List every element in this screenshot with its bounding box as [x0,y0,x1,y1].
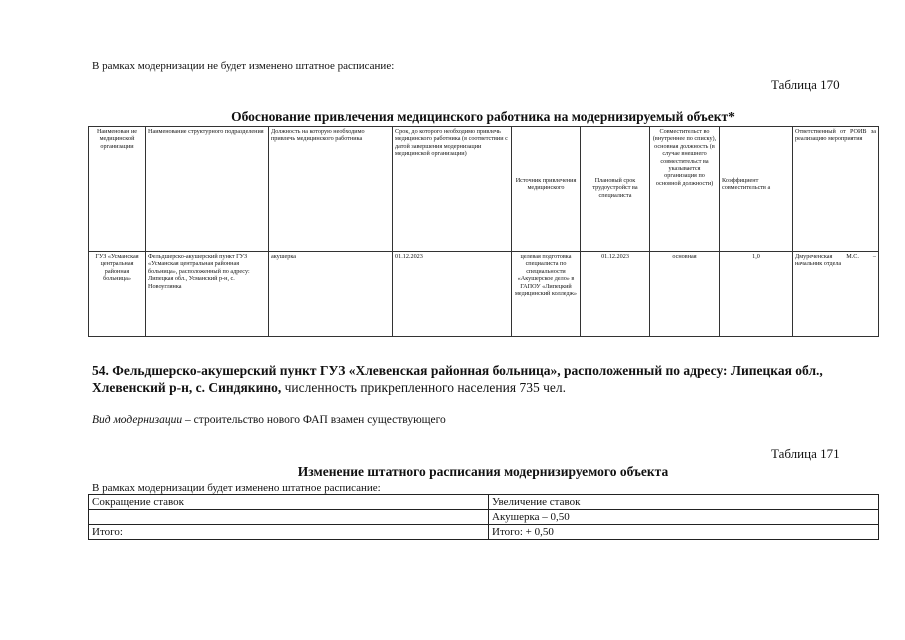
header-position: Должность на которую необходимо привлечь медицинского работника [269,127,393,252]
cell-total-increase: Итого: + 0,50 [489,525,879,540]
cell-source: целевая подготовка специалиста по специальности «Акушерское дело» в ГАПОУ «Липецкий медицинский колледж» [512,252,581,337]
table-row [89,510,879,525]
table-header-row [89,127,879,252]
header-responsible: Ответственный от РОИВ за реализацию мероприятия [793,127,879,252]
staffing-change-table [88,494,879,540]
modernization-label: Вид модернизации [92,414,183,426]
header-planned-date-cell [581,127,650,252]
header-coefficient-cell [720,127,793,252]
header-increase: Увеличение ставок [489,495,879,510]
header-org-name: Наименован ие медицинской организации [89,127,146,252]
header-deadline: Срок, до которого необходимо привлечь медицинского работника (в соответствии с датой завершения модернизации медицинской организации) [393,127,512,252]
table-header-row [89,495,879,510]
modernization-value: – строительство нового ФАП взамен существующего [182,414,446,426]
cell-unit-name: Фельдшерско-акушерский пункт ГУЗ «Усманская центральная районная больница», расположенный по адресу: Липецкая обл., Усманский р-н, с. Новоуглянка [146,252,269,337]
cell-increase-item: Акушерка – 0,50 [489,510,879,525]
section-54-heading [92,362,882,396]
table-171-title: Изменение штатного расписания модернизируемого объекта [297,464,669,479]
cell-position: акушерка [269,252,393,337]
header-planned-date: Плановый срок трудоустройст ва специалиста [592,177,638,199]
header-source: Источник привлечения медицинского [515,177,577,192]
header-source-cell [512,127,581,252]
table-170-number: Таблица 170 [771,77,840,92]
cell-total-reduction: Итого: [89,525,489,540]
cell-planned-date: 01.12.2023 [581,252,650,337]
justification-table [88,126,879,337]
section-54-population: численность прикрепленного населения 735 чел. [281,380,566,395]
table-170-title: Обоснование привлечения медицинского работника на модернизируемый объект* [231,109,735,124]
intro-paragraph: В рамках модернизации не будет изменено штатное расписание: [92,60,395,72]
cell-reduction-empty [89,510,489,525]
table-row [89,252,879,337]
header-combination: Совместительст во (внутреннее по списку), основная должность (в случае внешнего совместительст ва указывается организация по основной должности) [650,127,720,252]
cell-coefficient: 1,0 [720,252,793,337]
modernization-type [92,414,446,426]
table-171-number: Таблица 171 [771,446,840,461]
cell-deadline: 01.12.2023 [393,252,512,337]
header-coefficient: Коэффициент совместительств а [722,177,771,192]
header-reduction: Сокращение ставок [89,495,489,510]
section-54-title: 54. Фельдшерско-акушерский пункт ГУЗ «Хлевенская районная больница», расположенный по адресу: Липецкая обл., Хлевенский р-н, с. Синдякино, [92,363,823,395]
cell-responsible: Дмуреченская М.С. – начальник отдела [793,252,879,337]
cell-combination: основная [650,252,720,337]
cell-org-name: ГУЗ «Усманская центральная районная больница» [89,252,146,337]
table-total-row [89,525,879,540]
table-171-intro: В рамках модернизации будет изменено штатное расписание: [92,482,381,494]
header-unit-name: Наименование структурного подразделения [146,127,269,252]
